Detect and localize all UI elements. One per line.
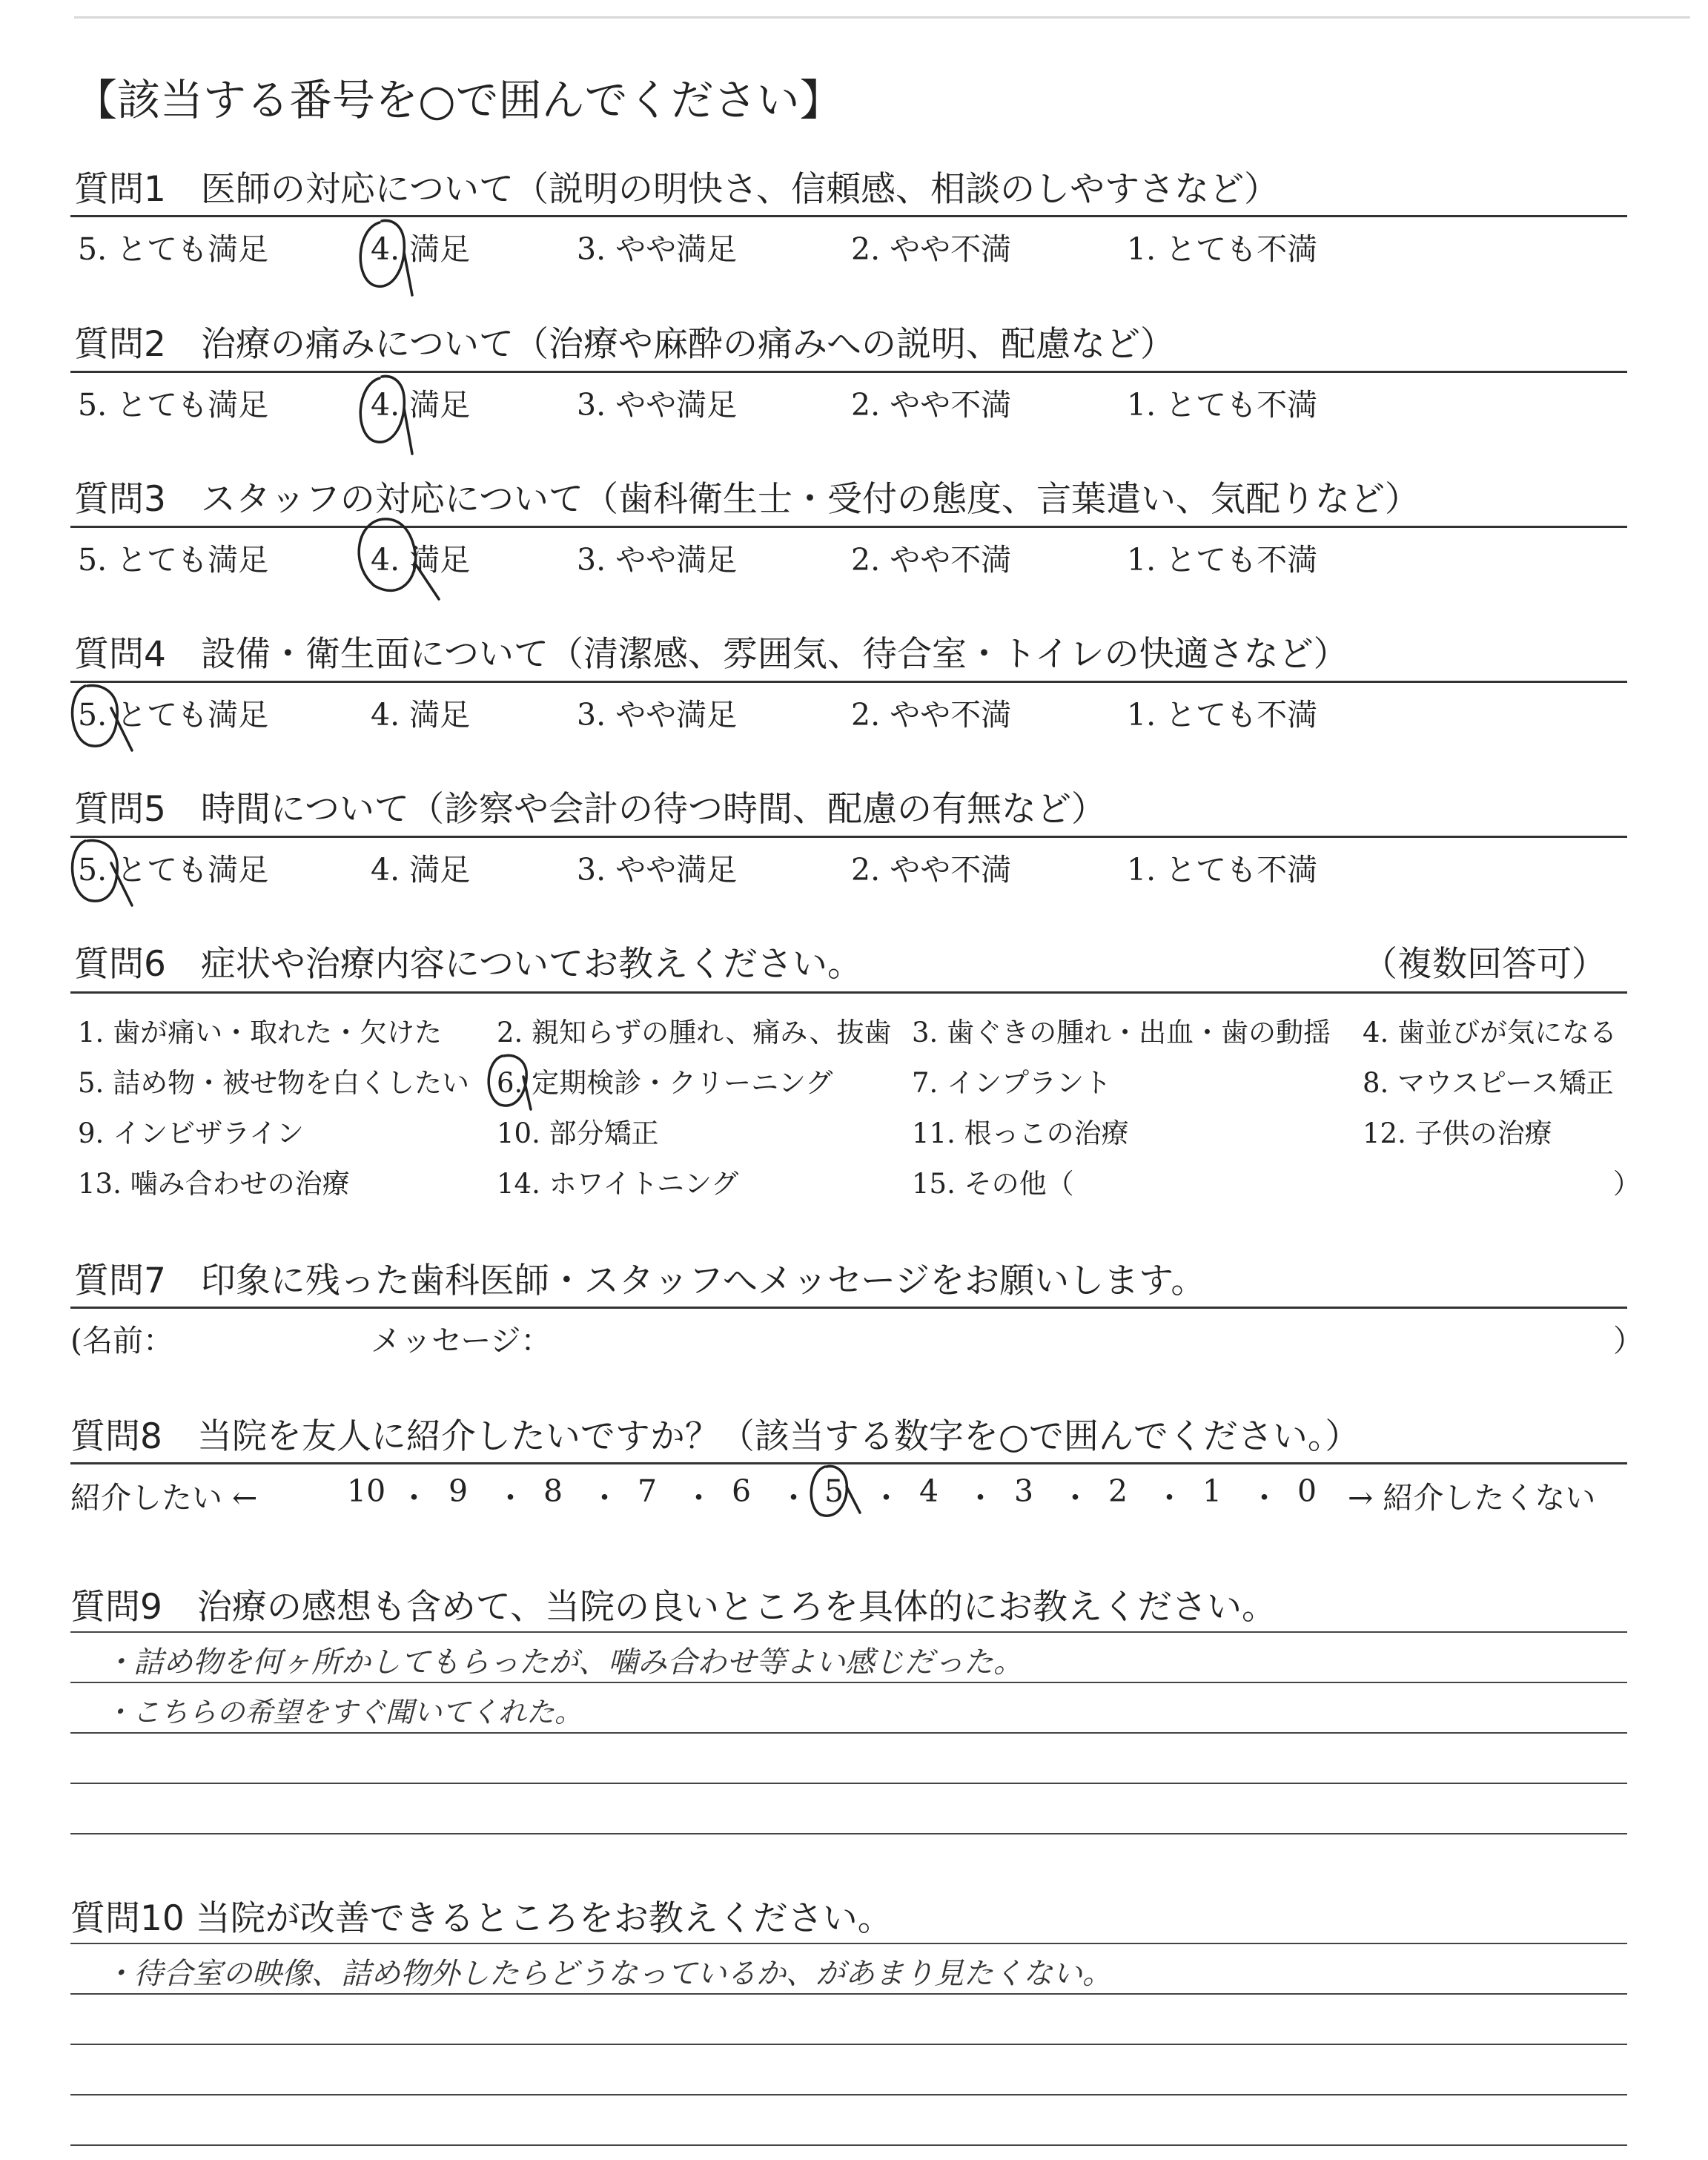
q6-option-1[interactable]: 1. 歯が痛い・取れた・欠けた [78,1017,443,1048]
q8-scale-8[interactable]: 8 [543,1473,563,1509]
q10-line-4 [70,2094,1627,2095]
q1-option-2[interactable]: 2. やや不満 [851,231,1012,267]
q1-option-1[interactable]: 1. とても不満 [1127,231,1318,267]
q8-scale-10[interactable]: 10 [347,1473,386,1509]
q6-option-13[interactable]: 13. 噛み合わせの治療 [78,1168,350,1200]
q4-option-2[interactable]: 2. やや不満 [851,697,1012,733]
question-2-title: 質問2 治療の痛みについて（治療や麻酔の痛みへの説明、配慮など） [74,324,1176,365]
q4-option-3[interactable]: 3. やや満足 [577,697,738,733]
q6-option-7[interactable]: 7. インプラント [912,1067,1112,1099]
question-3-title: 質問3 スタッフの対応について（歯科衛生士・受付の態度、言葉遣い、気配りなど） [74,479,1420,520]
q7-message-label: メッセージ： [371,1323,552,1358]
q6-option-9[interactable]: 9. インビザライン [78,1117,304,1149]
q8-scale-separator: ・ [778,1480,809,1516]
q2-option-1[interactable]: 1. とても不満 [1127,387,1318,423]
q8-scale-separator: ・ [1060,1480,1090,1516]
q3-option-1[interactable]: 1. とても不満 [1127,542,1318,578]
q6-option-10[interactable]: 10. 部分矯正 [497,1117,659,1149]
q2-option-5[interactable]: 5. とても満足 [78,387,269,423]
q2-option-4[interactable]: 4. 満足 [371,387,471,423]
page-top-border [74,16,1690,19]
q2-option-3[interactable]: 3. やや満足 [577,387,738,423]
q9-answer-1: ・詰め物を何ヶ所かしてもらったが、噛み合わせ等よい感じだった。 [104,1645,1023,1680]
q8-scale-separator: ・ [495,1480,526,1516]
q9-line-2 [70,1682,1627,1683]
q6-option-14[interactable]: 14. ホワイトニング [497,1168,739,1200]
question-4-rule [70,681,1627,683]
q8-scale-5[interactable]: 5 [824,1473,844,1509]
q8-scale-9[interactable]: 9 [448,1473,469,1509]
question-7-rule [70,1307,1627,1309]
question-2-rule [70,371,1627,373]
q3-option-3[interactable]: 3. やや満足 [577,542,738,578]
q6-option-2[interactable]: 2. 親知らずの腫れ、痛み、抜歯 [497,1017,892,1048]
q8-scale-separator: ・ [399,1480,429,1516]
q8-scale-6[interactable]: 6 [732,1473,752,1509]
q6-option-3[interactable]: 3. 歯ぐきの腫れ・出血・歯の動揺 [912,1017,1331,1048]
q6-option-8[interactable]: 8. マウスピース矯正 [1363,1067,1614,1099]
q8-scale-separator: ・ [871,1480,901,1516]
q10-line-3 [70,2044,1627,2045]
q6-option-15[interactable]: 15. その他（ [912,1168,1074,1200]
q8-right-label: → 紹介したくない [1348,1480,1596,1516]
q9-answer-2: ・こちらの希望をすぐ聞いてくれた。 [104,1696,583,1728]
q6-option-5[interactable]: 5. 詰め物・被せ物を白くしたい [78,1067,470,1099]
question-8-title: 質問8 当院を友人に紹介したいですか？（該当する数字を○で囲んでください。） [70,1416,1360,1457]
q1-option-3[interactable]: 3. やや満足 [577,231,738,267]
question-5-title: 質問5 時間について（診察や会計の待つ時間、配慮の有無など） [74,789,1106,830]
q8-scale-separator: ・ [1154,1480,1185,1516]
q6-option-6[interactable]: 6. 定期検診・クリーニング [497,1067,833,1099]
q4-option-5[interactable]: 5. とても満足 [78,697,269,733]
q1-option-4[interactable]: 4. 満足 [371,231,471,267]
question-9-title: 質問9 治療の感想も含めて、当院の良いところを具体的にお教えください。 [70,1587,1277,1628]
q9-line-5 [70,1833,1627,1834]
q8-scale-3[interactable]: 3 [1014,1473,1034,1509]
q8-scale-7[interactable]: 7 [638,1473,658,1509]
form-header: 【該当する番号を○で囲んでください】 [74,75,843,125]
q8-scale-separator: ・ [965,1480,996,1516]
question-8-rule [70,1462,1627,1464]
q5-option-4[interactable]: 4. 満足 [371,852,471,888]
question-1-rule [70,215,1627,217]
q6-other-close: ） [1613,1168,1641,1200]
q8-scale-2[interactable]: 2 [1108,1473,1128,1509]
question-6-rule [70,991,1627,994]
question-10-title: 質問10 当院が改善できるところをお教えください。 [70,1898,893,1939]
q3-option-2[interactable]: 2. やや不満 [851,542,1012,578]
question-7-title: 質問7 印象に残った歯科医師・スタッフへメッセージをお願いします。 [74,1261,1206,1301]
q3-option-5[interactable]: 5. とても満足 [78,542,269,578]
q5-option-2[interactable]: 2. やや不満 [851,852,1012,888]
q8-scale-separator: ・ [1249,1480,1280,1516]
q10-line-1 [70,1943,1627,1944]
question-1-title: 質問1 医師の対応について（説明の明快さ、信頼感、相談のしやすさなど） [74,169,1280,210]
q8-scale-4[interactable]: 4 [919,1473,939,1509]
q7-name-label: (名前： [70,1323,173,1358]
q8-scale-0[interactable]: 0 [1297,1473,1317,1509]
question-3-rule [70,526,1627,528]
q6-option-11[interactable]: 11. 根っこの治療 [912,1117,1129,1149]
q10-answer-1: ・待合室の映像、詰め物外したらどうなっているか、があまり見たくない。 [104,1957,1112,1991]
q5-option-1[interactable]: 1. とても不満 [1127,852,1318,888]
q10-line-2 [70,1993,1627,1995]
q3-option-4[interactable]: 4. 満足 [371,542,471,578]
question-4-title: 質問4 設備・衛生面について（清潔感、雰囲気、待合室・トイレの快適さなど） [74,634,1348,675]
q8-scale-1[interactable]: 1 [1202,1473,1222,1509]
q8-scale-separator: ・ [683,1480,714,1516]
q10-line-5 [70,2144,1627,2146]
q5-option-5[interactable]: 5. とても満足 [78,852,269,888]
q2-option-2[interactable]: 2. やや不満 [851,387,1012,423]
q8-left-label: 紹介したい ← [70,1480,258,1516]
q9-line-4 [70,1783,1627,1784]
q4-option-4[interactable]: 4. 満足 [371,697,471,733]
question-5-rule [70,836,1627,838]
q7-close: ） [1613,1323,1644,1358]
q5-option-3[interactable]: 3. やや満足 [577,852,738,888]
q6-option-12[interactable]: 12. 子供の治療 [1363,1117,1552,1149]
q9-line-3 [70,1732,1627,1734]
q9-line-1 [70,1631,1627,1633]
q8-scale-separator: ・ [589,1480,620,1516]
question-6-title: 質問6 症状や治療内容についてお教えください。 [74,944,862,985]
q6-option-4[interactable]: 4. 歯並びが気になる [1363,1017,1618,1048]
q1-option-5[interactable]: 5. とても満足 [78,231,269,267]
question-6-note: （複数回答可） [1363,944,1606,985]
q4-option-1[interactable]: 1. とても不満 [1127,697,1318,733]
